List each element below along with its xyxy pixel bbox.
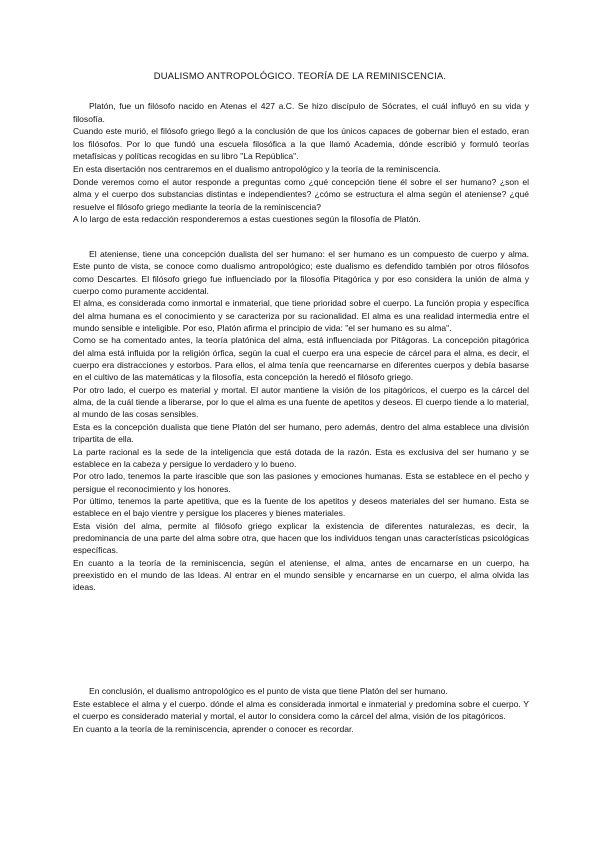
conclusion-paragraph: En conclusión, el dualismo antropológico es el punto de vista que tiene Platón del ser humano. (89, 686, 448, 696)
body-paragraph: La parte racional es la sede de la inteligencia que está dotada de la razón. Esta es exclusiva del ser humano y se establece en la cabeza y persigue lo verdadero y lo bueno. (73, 446, 529, 469)
body-paragraph: Como se ha comentado antes, la teoría platónica del alma, está influenciada por Pitágoras. La concepción pitagórica del alma está influida por la religión órfica, según la cual el cuerpo era una especie de cárcel para el alma, es decir, el cuerpo era distracciones y estorbos. Para ellos, el alma tenía que reencarnarse en diferentes cuerpos y debía basarse en el cultivo de las matemáticas y la filosofía, esta concepción la heredó el filósofo griego. (73, 335, 529, 383)
body-paragraph: El ateniense, tiene una concepción dualista del ser humano: el ser humano es un compuesto de cuerpo y alma. Este punto de vista, se conoce como dualismo antropológico; este dualismo es defendido también por otros filósofos como Descartes. El filósofo griego fue influenciado por la filosofía Pitagórica y por eso considera la unión de alma y cuerpo como puramente accidental. (73, 249, 529, 297)
body-paragraph: El alma, es considerada como inmortal e inmaterial, que tiene prioridad sobre el cuerpo. La función propia y específica del alma humana es el conocimiento y se caracteriza por su racionalidad. El alma es una realidad intermedia entre el mundo sensible e inteligible. Por eso, Platón afirma el principio de vida: "el ser humano es su alma". (73, 298, 529, 334)
body-section (73, 248, 529, 594)
body-paragraph: Esta es la concepción dualista que tiene Platón del ser humano, pero además, dentro del alma establece una división tripartita de ella. (73, 421, 529, 445)
intro-paragraph: Donde veremos como el autor responde a preguntas como ¿qué concepción tiene él sobre el ser humano? ¿son el alma y el cuerpo dos substancias distintas e independientes? ¿cómo se estructura el alma según el ateniense? ¿qué resuelve el filósofo griego mediante la teoría de la reminiscencia? (73, 176, 529, 212)
intro-paragraph: A lo largo de esta redacción responderemos a estas cuestiones según la filosofía de Platón. (73, 214, 421, 225)
intro-paragraph: Platón, fue un filósofo nacido en Atenas el 427 a.C. Se hizo discípulo de Sócrates, el cuál influyó en su vida y filosofía. (73, 101, 529, 124)
intro-paragraph: Cuando este murió, el filósofo griego llegó a la conclusión de que los únicos capaces de gobernar bien el estado, eran los filósofos. Por lo que fundó una escuela filosófica a la que llamó Academia, dónde escribió y formuló teorías metafísicas y políticas recogidas en su libro "La República". (73, 126, 529, 162)
conclusion-paragraph: En cuanto a la teoría de la reminiscencia, aprender o conocer es recordar. (73, 723, 354, 734)
body-paragraph: Por último, tenemos la parte apetitiva, que es la fuente de los apetitos y deseos materiales del ser humano. Esta se establece en el bajo vientre y persigue los placeres y bienes materiales. (73, 495, 529, 519)
conclusion-section (73, 685, 529, 735)
body-paragraph: Esta visión del alma, permite al filósofo griego explicar la existencia de diferentes naturalezas, es decir, la predominancia de una parte del alma sobre otra, que hacen que los individuos tengan unas características psicológicas específicas. (73, 520, 529, 556)
body-paragraph: Por otro lado, el cuerpo es material y mortal. El autor mantiene la visión de los pitagóricos, el cuerpo es la cárcel del alma, de la cuál tiende a liberarse, por lo que el alma es una fuente de apetitos y deseos. El cuerpo tiende a lo material, al mundo de las cosas sensibles. (73, 384, 529, 420)
conclusion-paragraph: Este establece el alma y el cuerpo. dónde el alma es considerada inmortal e inmaterial y predomina sobre el cuerpo. Y el cuerpo es considerado material y mortal, el autor lo considera como la cárcel del alma, visión de los pitagóricos. (73, 698, 529, 722)
introduction-section (73, 100, 529, 226)
intro-paragraph: En esta disertación nos centraremos en el dualismo antropológico y la teoría de la reminiscencia. (73, 163, 441, 174)
document-title: DUALISMO ANTROPOLÓGICO. TEORÍA DE LA REMINISCENCIA. (153, 70, 447, 81)
body-paragraph: En cuanto a la teoría de la reminiscencia, según el ateniense, el alma, antes de encarnarse en un cuerpo, ha preexistido en el mundo de las Ideas. Al entrar en el mundo sensible y encarnarse en un cuerpo, el alma olvida las ideas. (73, 557, 529, 593)
body-paragraph: Por otro lado, tenemos la parte irascible que son las pasiones y emociones humanas. Esta se establece en el pecho y persigue el reconocimiento y los honores. (73, 471, 529, 494)
